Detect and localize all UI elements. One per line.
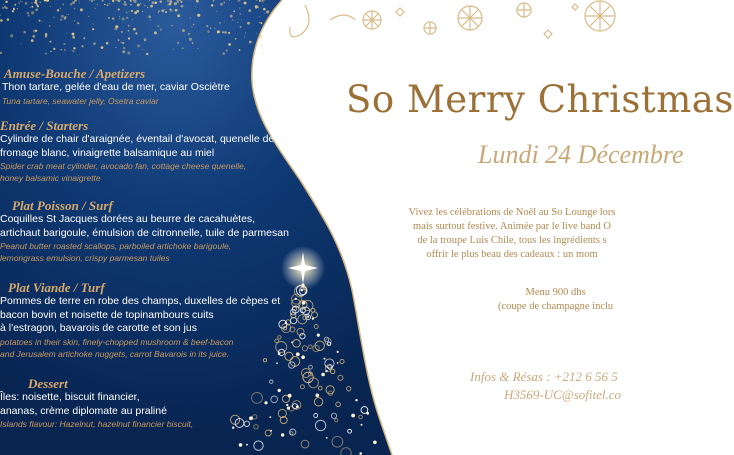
course-description-en: lemongrass emulsion, crispy parmesan tuiles bbox=[0, 253, 170, 263]
contact-block bbox=[470, 368, 621, 404]
price-note: (coupe de champagne inclu bbox=[498, 301, 614, 312]
course-description-en: Tuna tartare, seawater jelly, Osetra caviar bbox=[2, 95, 159, 106]
course-description-fr: bacon bovin et noisette de topinambours cuits bbox=[0, 308, 214, 321]
course-description-en: and Jerusalem artichoke nuggets, carrot Bavarois in its juice. bbox=[0, 348, 230, 359]
course-amuse-bouche bbox=[0, 66, 230, 107]
course-description-en: Islands flavour: Hazelnut, hazelnut financier biscuit, bbox=[0, 419, 194, 429]
course-heading: Plat Poisson / Surf bbox=[12, 198, 113, 213]
description-line: offrir le plus beau des cadeaux : un mom bbox=[426, 249, 598, 260]
event-date: Lundi 24 Décembre bbox=[478, 140, 684, 169]
menu-price: Menu 900 dhs bbox=[525, 287, 586, 298]
contact-phone[interactable]: Infos & Résas : +212 6 56 5 bbox=[470, 369, 618, 384]
course-description-fr: à l'estragon, bavarois de carotte et son jus bbox=[0, 322, 197, 334]
course-entree bbox=[0, 118, 274, 184]
course-description-en: honey balsamic vinaigrette bbox=[0, 173, 101, 183]
course-description-fr: Coquilles St Jacques dorées au beurre de cacahuètes, bbox=[0, 213, 256, 225]
event-column bbox=[300, 0, 734, 455]
course-description-fr: artichaut barigoule, émulsion de citronnelle, tuile de parmesan bbox=[0, 226, 289, 239]
tree-sparkle bbox=[291, 341, 293, 343]
course-heading: Amuse-Bouche / Apetizers bbox=[4, 66, 146, 81]
course-description-fr: fromage blanc, vinaigrette balsamique au miel bbox=[0, 146, 215, 159]
course-description-en: Spider crab meat cylinder, avocado fan, cottage cheese quenelle, bbox=[0, 161, 247, 171]
menu-column bbox=[0, 0, 290, 455]
course-dessert bbox=[0, 376, 193, 430]
event-title: So Merry Christmas bbox=[346, 78, 734, 121]
contact-email[interactable]: H3569-UC@sofitel.co bbox=[504, 387, 622, 402]
tree-sparkle bbox=[296, 405, 299, 408]
course-description-fr: Thon tartare, gelée d'eau de mer, caviar Osciètre bbox=[2, 81, 230, 93]
course-heading: Entrée / Starters bbox=[0, 118, 89, 133]
course-description-fr: Îles: noisette, biscuit financier, bbox=[0, 391, 140, 403]
course-description-fr: Pommes de terre en robe des champs, duxelles de cèpes et bbox=[0, 295, 281, 307]
course-description-en: potatoes in their skin, finely-chopped mushroom & beef-bacon bbox=[0, 336, 234, 347]
course-heading: Dessert bbox=[28, 376, 68, 391]
tree-sparkle bbox=[295, 298, 297, 300]
description-line: Vivez les célébrations de Noël au So Lounge lors bbox=[408, 207, 616, 218]
course-meat bbox=[0, 280, 280, 360]
course-heading: Plat Viande / Turf bbox=[8, 280, 105, 295]
course-description-en: Peanut butter roasted scallops, parboiled artichoke barigoule, bbox=[0, 241, 232, 251]
description-line: de la troupe Luis Chile, tous les ingrédients s bbox=[417, 235, 607, 246]
description-line: mais surtout festive. Animée par le live band O bbox=[413, 221, 611, 232]
price-block bbox=[498, 286, 613, 314]
course-description-fr: ananas, crème diplomate au praliné bbox=[0, 404, 167, 417]
event-description bbox=[382, 206, 642, 262]
course-fish bbox=[0, 198, 289, 264]
course-description-fr: Cylindre de chair d'araignée, éventail d'avocat, quenelle de bbox=[0, 133, 275, 145]
